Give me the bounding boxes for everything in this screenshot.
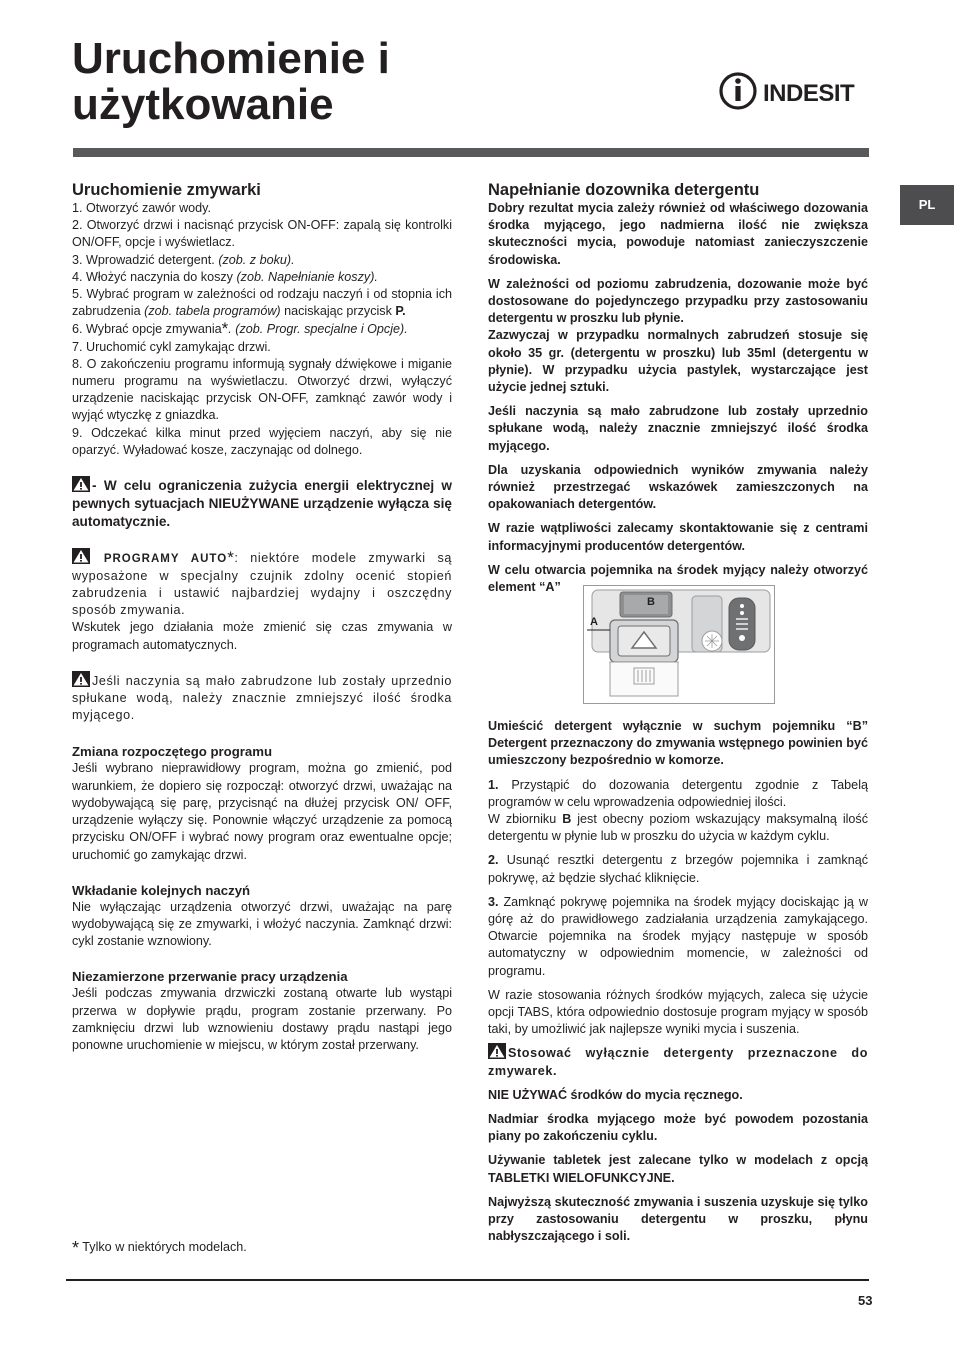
open-dispenser-text: W celu otwarcia pojemnika na środek myjący należy otworzyć element “A” — [488, 562, 868, 595]
add-dishes-heading: Wkładanie kolejnych naczyń — [72, 882, 251, 898]
dispenser-step-2: 2. Usunąć resztki detergentu z brzegów pojemnika i zamknąć pokrywę, aż będzie słychać kliknięcie. — [488, 853, 869, 885]
section-title-start: Uruchomienie zmywarki — [72, 181, 261, 199]
step-2: 2. Otworzyć drzwi i nacisnąć przycisk ON-OFF: zapalą się kontrolki ON/OFF, opcje i wyświetlacz. — [72, 218, 452, 250]
page-title-line1: Uruchomienie i — [72, 34, 390, 83]
svg-text:INDESIT: INDESIT — [763, 80, 855, 107]
normal-dosage-text: Zazwyczaj w przypadku normalnych zabrudzeń stosuje się około 35 gr. (detergentu w proszku) lub 35ml (detergentu w płynie). W przypadku użycia pastylek, wystarczające jest użycie jednej sztuki. — [488, 328, 868, 395]
right-column-lower — [488, 718, 868, 1245]
step-5: 5. Wybrać program w zależności od rodzaju naczyń i od stopnia ich zabrudzenia (zob. tabela programów) naciskając przycisk P. — [72, 287, 452, 319]
figure-label-b: B — [647, 596, 655, 608]
auto-programs-note: Wskutek jego działania może zmienić się czas zmywania w programach automatycznych. — [72, 620, 452, 652]
step-6: 6. Wybrać opcje zmywania*. (zob. Progr. specjalne i Opcje). — [72, 319, 408, 339]
interruption-heading: Niezamierzone przerwanie pracy urządzenia — [72, 969, 348, 985]
packaging-text: Dla uzyskania odpowiednich wyników zmywania należy również przestrzegać wskazówek zamieszczonych na opakowaniach detergentów. — [488, 462, 868, 512]
change-program-heading: Zmiana rozpoczętego programu — [72, 744, 273, 760]
light-soil-text: Jeśli naczynia są mało zabrudzone lub zostały uprzednio spłukane wodą, należy znacznie zmniejszyć ilość środka myjącego. — [488, 404, 868, 453]
best-results-text: Najwyższą skuteczność zmywania i suszenia uzyskuje się tylko przy zastosowaniu detergentu w proszku, płynu nabłyszczającego i soli. — [488, 1194, 868, 1244]
auto-programs-text: PROGRAMY AUTO*: niektóre modele zmywarki są wyposażone w specjalny czujnik zdolny ocenić stopień zabrudzenia i ustawić najbardziej wydajny i oszczędny sposób zmywania. — [72, 547, 452, 618]
page-title-line2: użytkowanie — [72, 80, 334, 129]
step-3: 3. Wprowadzić detergent. (zob. z boku). — [72, 252, 295, 267]
excess-detergent-text: Nadmiar środka myjącego może być powodem pozostania piany po zakończeniu cyklu. — [488, 1112, 868, 1144]
footer-divider — [66, 1279, 869, 1281]
left-column — [72, 180, 452, 1054]
step-1: 1. Otworzyć zawór wody. — [72, 201, 212, 215]
section-title-detergent: Napełnianie dozownika detergentu — [488, 181, 760, 199]
add-dishes-text: Nie wyłączając urządzenia otworzyć drzwi, uważając na parę wydobywającą się ze zmywarki, i włożyć naczynia. Zamknąć drzwi: cykl zostanie wznowiony. — [72, 899, 452, 949]
step-9: 9. Odczekać kilka minut przed wyjęciem naczyń, aby się nie oparzyć. Wyładować kosze, zaczynając od dolnego. — [72, 425, 452, 457]
dispenser-step-3: 3. Zamknąć pokrywę pojemnika na środek myjący dociskając ją w górę aż do prawidłowego zadziałania urządzenia zamykającego. Otwarcie pojemnika na środek myjący następuje w sposób automatyczny w odpowiednim momencie, w zależności od programu. — [488, 894, 868, 978]
language-tab: PL — [900, 185, 954, 225]
page-number: 53 — [858, 1293, 873, 1308]
dispenser-step-1: 1. Przystąpić do dozowania detergentu zgodnie z Tabelą programów w celu wprowadzenia odpowiedniej ilości. — [488, 777, 868, 809]
energy-warning: - W celu ograniczenia zużycia energii elektrycznej w pewnych sytuacjach NIEUŻYWANE urządzenie wyłącza się automatycznie. — [72, 478, 452, 530]
detergent-intro: Dobry rezultat mycia zależy również od właściwego dozowania środka myjącego, jego nadmierna ilość nie zwiększa skuteczności mycia, powoduje natomiast zanieczyszczenie środowiska. — [488, 201, 868, 267]
page-title — [72, 36, 592, 128]
footnote: * Tylko w niektórych modelach. — [72, 1238, 247, 1258]
dry-dispenser-text: Umieścić detergent wyłącznie w suchym pojemniku “B” Detergent przeznaczony do zmywania wstępnego powinien być umieszczony bezpośrednio w komorze. — [488, 719, 868, 768]
contact-text: W razie wątpliwości zalecamy skontaktowanie się z centrami informacyjnymi producentów detergentów. — [488, 521, 868, 553]
change-program-text: Jeśli wybrano nieprawidłowy program, można go zmienić, pod warunkiem, że dopiero się rozpoczął: otworzyć drzwi, uważając na wydobywającą się parę, przycisnąć na dłużej przycisk ON/ OFF, urządzenie wyłączy się. Ponownie włączyć urządzenie za pomocą przycisku ON/OFF i wybrać nowy program oraz ewentualne opcje; uruchomić go zamykając drzwi. — [72, 761, 452, 862]
title-divider — [73, 148, 869, 157]
detergent-dispenser-figure — [583, 585, 775, 704]
tablets-text: Używanie tabletek jest zalecane tylko w modelach z opcją TABLETKI WIELOFUNKCYJNE. — [488, 1153, 868, 1185]
warning-icon — [72, 671, 90, 687]
step-8: 8. O zakończeniu programu informują sygnały dźwiękowe i miganie numeru programu na wyświetlaczu. Otworzyć drzwi, wyłączyć urządzenie naciskając przycisk ON-OFF, zamknąć zawór wody i wyjąć wtyczkę z gniazdka. — [72, 356, 452, 423]
warning-icon — [72, 548, 90, 564]
warning-icon — [488, 1043, 506, 1059]
dispenser-step-1b: W zbiorniku B jest obecny poziom wskazujący maksymalną ilość detergentu w płynie lub w proszku do użycia w każdym cyklu. — [488, 812, 869, 844]
right-column — [488, 180, 868, 596]
dishwasher-detergent-warning: Stosować wyłącznie detergenty przeznaczone do zmywarek. — [488, 1043, 868, 1079]
no-hand-detergent-text: NIE UŻYWAĆ środków do mycia ręcznego. — [488, 1087, 743, 1102]
warning-icon — [72, 476, 90, 492]
tabs-option-text: W razie stosowania różnych środków myjących, zaleca się użycie opcji TABS, która odpowiednio dostosuje program myjący w sposób taki, by umożliwić jak najlepsze wyniki mycia i suszenia. — [488, 987, 868, 1037]
interruption-text: Jeśli podczas zmywania drzwiczki zostaną otwarte lub wystąpi przerwa w dopływie prądu, program zostanie przerwany. Po zamknięciu drzwi lub wznowieniu dostawy prądu nastąpi jego ponowne uruchomienie w miejscu, w którym został przerwany. — [72, 986, 452, 1052]
light-soil-warning: Jeśli naczynia są mało zabrudzone lub zostały uprzednio spłukane wodą, należy znacznie zmniejszyć ilość środka myjącego. — [72, 671, 452, 725]
dosage-text: W zależności od poziomu zabrudzenia, dozowanie może być dostosowane do pojedynczego przypadku przy zastosowaniu detergentu w proszku lub płynie. — [488, 276, 868, 326]
figure-label-a: A — [590, 616, 598, 628]
step-7: 7. Uruchomić cykl zamykając drzwi. — [72, 339, 271, 354]
step-4: 4. Włożyć naczynia do koszy (zob. Napełnianie koszy). — [72, 269, 378, 284]
indesit-logo — [719, 71, 869, 111]
